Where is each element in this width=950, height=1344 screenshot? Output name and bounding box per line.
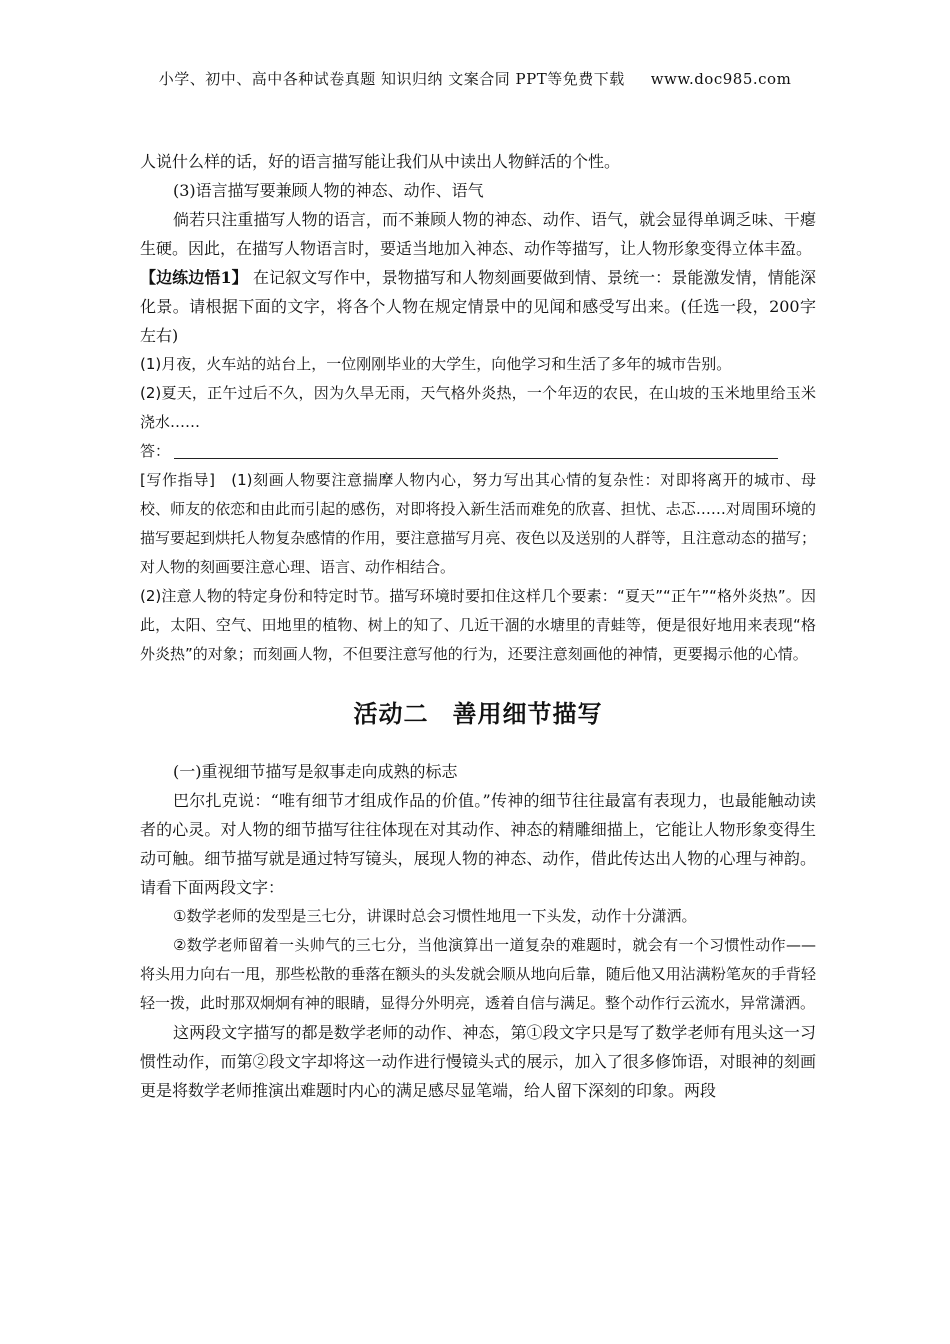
exercise-label: 【边练边悟1】 [140, 268, 248, 287]
subheading-language-description: (3)语言描写要兼顾人物的神态、动作、语气 [173, 181, 484, 200]
answer-blank-line[interactable] [174, 444, 778, 459]
header-site-text: 小学、初中、高中各种试卷真题 知识归纳 文案合同 PPT等免费下载 [158, 70, 625, 88]
writing-guide-part-1 [140, 466, 816, 582]
writing-guide-label: [写作指导] [140, 471, 215, 489]
paragraph-detail-description: 巴尔扎克说：“唯有细节才组成作品的价值。”传神的细节往往最富有表现力，也最能触动读者的心灵。对人物的细节描写往往体现在对其动作、神态的精雕细描上，它能让人物形象变得生动可触。细节描写就是通过特写镜头，展现人物的神态、动作，借此传达出人物的心理与神韵。请看下面两段文字： [140, 791, 816, 897]
answer-line-row [140, 437, 816, 466]
exercise-item-2: (2)夏天，正午过后不久，因为久旱无雨，天气格外炎热，一个年迈的农民，在山坡的玉米地里给玉米浇水…… [140, 384, 816, 431]
header-url[interactable]: www.doc985.com [650, 70, 792, 88]
exercise-prompt-text: 在记叙文写作中，景物描写和人物刻画要做到情、景统一：景能激发情，情能深化景。请根据下面的文字，将各个人物在规定情景中的见闻和感受写出来。(任选一段，200字左右) [140, 268, 816, 345]
page-header [0, 68, 950, 89]
document-body [140, 147, 816, 1105]
paragraph-language-description: 倘若只注重描写人物的语言，而不兼顾人物的神态、动作、语气，就会显得单调乏味、干瘪生硬。因此，在描写人物语言时，要适当地加入神态、动作等描写，让人物形象变得立体丰盈。 [140, 210, 816, 258]
section-title-topic: 善用细节描写 [452, 700, 603, 728]
example-paragraph-1: ①数学老师的发型是三七分，讲课时总会习惯性地甩一下头发，动作十分潇洒。 [173, 907, 697, 925]
paragraph-continuation: 人说什么样的话，好的语言描写能让我们从中读出人物鲜活的个性。 [140, 152, 621, 171]
subheading-detail-description: (一)重视细节描写是叙事走向成熟的标志 [173, 762, 458, 781]
writing-guide-part-2: (2)注意人物的特定身份和特定时节。描写环境时要扣住这样几个要素：“夏天”“正午”“格外炎热”。因此，太阳、空气、田地里的植物、树上的知了、几近干涸的水塘里的青蛙等，便是很好地用来表现“格外炎热”的对象；而刻画人物，不但要注意写他的行为，还要注意刻画他的神情，更要揭示他的心情。 [140, 587, 816, 663]
answer-label: 答： [140, 442, 171, 460]
section-title-activity: 活动二 [353, 700, 429, 728]
section-title [140, 694, 816, 729]
example-paragraph-2: ②数学老师留着一头帅气的三七分，当他演算出一道复杂的难题时，就会有一个习惯性动作——将头用力向右一甩，那些松散的垂落在额头的头发就会顺从地向后靠，随后他又用沾满粉笔灰的手背轻轻一拨，此时那双炯炯有神的眼睛，显得分外明亮，透着自信与满足。整个动作行云流水，异常潇洒。 [140, 936, 816, 1012]
exercise-prompt [140, 263, 816, 350]
writing-guide-part-1-text: (1)刻画人物要注意揣摩人物内心，努力写出其心情的复杂性：对即将离开的城市、母校、师友的依恋和由此而引起的感伤，对即将投入新生活而难免的欣喜、担忧、忐忑……对周围环境的描写要起到烘托人物复杂感情的作用，要注意描写月亮、夜色以及送别的人群等，且注意动态的描写；对人物的刻画要注意心理、语言、动作相结合。 [140, 471, 816, 576]
exercise-item-1: (1)月夜，火车站的站台上，一位刚刚毕业的大学生，向他学习和生活了多年的城市告别。 [140, 355, 732, 373]
paragraph-analysis: 这两段文字描写的都是数学老师的动作、神态，第①段文字只是写了数学老师有甩头这一习惯性动作，而第②段文字却将这一动作进行慢镜头式的展示，加入了很多修饰语，对眼神的刻画更是将数学老师推演出难题时内心的满足感尽显笔端，给人留下深刻的印象。两段 [140, 1023, 816, 1100]
